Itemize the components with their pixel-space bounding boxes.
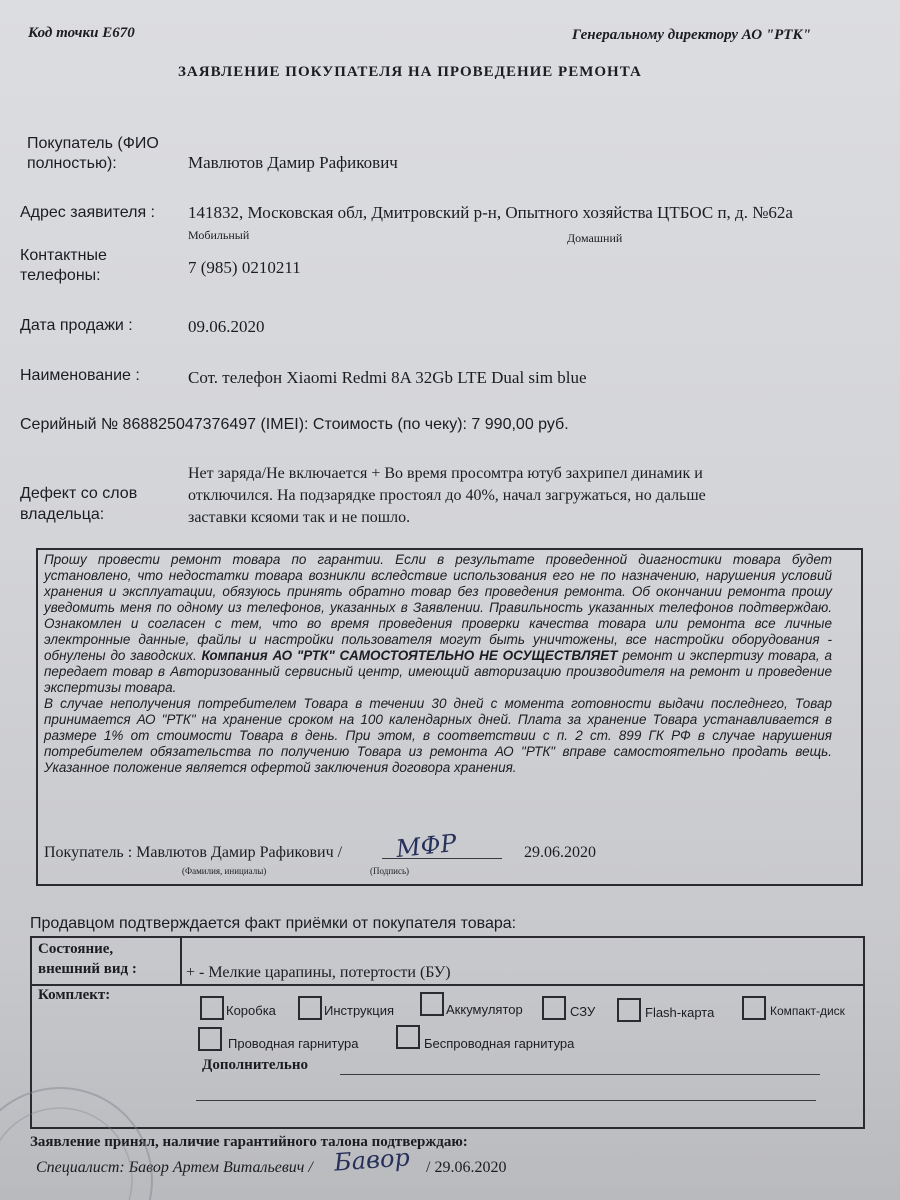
condition-label-line1: Состояние,	[38, 941, 114, 957]
checkbox-charger[interactable]	[542, 996, 566, 1020]
phones-label-line1: Контактные	[20, 247, 107, 264]
address-value: 141832, Московская обл, Дмитровский р-н, Опытного хозяйства ЦТБОС п, д. №62а	[188, 203, 793, 222]
statement-paragraph-1: Прошу провести ремонт товара по гарантии. Если в результате проведенной диагностики товара будет установлено, что недостатки товара возникли вследствие использования его не по назначению, нарушения условий хранения и эксплуатации, обязуюсь принять обратно товар без проведения ремонта. Об окончании ремонта прошу уведомить меня по одному из телефонов, указанных в Заявлении. Правильность указанных телефонов подтверждаю. Ознакомлен и согласен с тем, что во время проведения проверки качества товара или ремонта все личные электронные данные, файлы и настройки пользователя могут быть уничтожены, все настройки оборудования - обнулены до заводских.	[44, 552, 832, 663]
kit-label: Комплект:	[38, 987, 111, 1003]
statement-bold-phrase: Компания АО "РТК" САМОСТОЯТЕЛЬНО НЕ ОСУЩЕСТВЛЯЕТ	[201, 648, 618, 663]
checkbox-label-instruction: Инструкция	[324, 1003, 394, 1018]
statement-paragraph-2: В случае неполучения потребителем Товара в течении 30 дней с момента готовности выдачи последнего, Товар принимается АО "РТК" на хранение сроком на 100 календарных дней. Плата за хранение Товара устанавливается в размере 1% от стоимости Товара в день. При этом, в соответствии с п. 2 ст. 899 ГК РФ в случае нарушения потребителем обязательства по получению Товара из ремонта АО "РТК" вправе самостоятельно продать вещь. Указанное положение является офертой заключения договора хранения.	[44, 696, 832, 775]
caption-name: (Фамилия, инициалы)	[182, 866, 267, 876]
buyer-value: Мавлютов Дамир Рафикович	[188, 153, 398, 172]
checkbox-label-wired-headset: Проводная гарнитура	[228, 1036, 359, 1051]
stamp-seal	[0, 1080, 170, 1200]
mobile-caption: Мобильный	[188, 228, 250, 242]
extra-underline-2	[196, 1100, 816, 1101]
checkbox-wired-headset[interactable]	[198, 1027, 222, 1051]
serial-line: Серийный № 868825047376497 (IMEI): Стоимость (по чеку): 7 990,00 руб.	[20, 416, 569, 433]
checkbox-wireless-headset[interactable]	[396, 1025, 420, 1049]
statement-paragraph-1-tail: ремонт и экспертизу товара, а передает товар в Авторизованный сервисный центр, имеющий авторизацию производителя на ремонт и проведение экспертизы товара.	[44, 648, 832, 695]
point-code: Код точки E670	[28, 25, 135, 41]
addressee: Генеральному директору АО "РТК"	[572, 27, 811, 43]
condition-column-divider	[180, 936, 182, 984]
checkbox-label-charger: СЗУ	[570, 1004, 596, 1019]
buyer-label-line2: полностью):	[27, 155, 117, 172]
phones-label-line2: телефоны:	[20, 267, 101, 284]
statement-sign-date: 29.06.2020	[524, 844, 596, 861]
defect-line-1: Нет заряда/Не включается + Во время просомтра ютуб захрипел динамик и	[188, 465, 703, 482]
sale-date-value: 09.06.2020	[188, 317, 265, 336]
statement-signer: Покупатель : Мавлютов Дамир Рафикович /	[44, 844, 343, 861]
checkbox-label-box: Коробка	[226, 1003, 276, 1018]
condition-label-line2: внешний вид :	[38, 961, 137, 977]
extra-label: Дополнительно	[202, 1057, 308, 1073]
specialist-signature: Бавор	[333, 1143, 411, 1177]
footer-date: / 29.06.2020	[426, 1159, 507, 1176]
checkbox-cd[interactable]	[742, 996, 766, 1020]
defect-label-line1: Дефект со слов	[20, 485, 138, 502]
checkbox-label-cd: Компакт-диск	[770, 1004, 845, 1018]
home-caption: Домашний	[567, 231, 623, 245]
acceptance-heading: Продавцом подтверждается факт приёмки от покупателя товара:	[30, 915, 517, 932]
buyer-signature: МФР	[394, 828, 458, 864]
checkbox-label-flash-card: Flash-карта	[645, 1005, 715, 1020]
footer-confirm-line: Заявление принял, наличие гарантийного талона подтверждаю:	[30, 1134, 468, 1150]
checkbox-battery[interactable]	[420, 992, 444, 1016]
checkbox-box[interactable]	[200, 996, 224, 1020]
caption-sign: (Подпись)	[370, 866, 410, 876]
extra-underline-1	[340, 1074, 820, 1075]
name-value: Сот. телефон Xiaomi Redmi 8A 32Gb LTE Dual sim blue	[188, 368, 587, 387]
checkbox-flash-card[interactable]	[617, 998, 641, 1022]
checkbox-instruction[interactable]	[298, 996, 322, 1020]
condition-value: + - Мелкие царапины, потертости (БУ)	[186, 964, 451, 981]
checkbox-label-wireless-headset: Беспроводная гарнитура	[424, 1036, 575, 1051]
address-label: Адрес заявителя :	[20, 204, 155, 221]
document-title: ЗАЯВЛЕНИЕ ПОКУПАТЕЛЯ НА ПРОВЕДЕНИЕ РЕМОНТА	[178, 64, 642, 80]
defect-line-2: отключился. На подзарядке простоял до 40%, начал загружаться, но дальше	[188, 487, 706, 504]
defect-line-3: заставки ксяоми так и не пошло.	[188, 509, 411, 526]
buyer-label-line1: Покупатель (ФИО	[27, 135, 159, 152]
footer-specialist: Специалист: Бавор Артем Витальевич /	[36, 1159, 313, 1176]
statement-text	[44, 552, 832, 776]
defect-label-line2: владельца:	[20, 506, 105, 523]
sale-date-label: Дата продажи :	[20, 317, 133, 334]
acceptance-row-divider	[30, 984, 865, 986]
checkbox-label-battery: Аккумулятор	[446, 1002, 523, 1017]
phone-value: 7 (985) 0210211	[188, 258, 301, 277]
name-label: Наименование :	[20, 367, 140, 384]
